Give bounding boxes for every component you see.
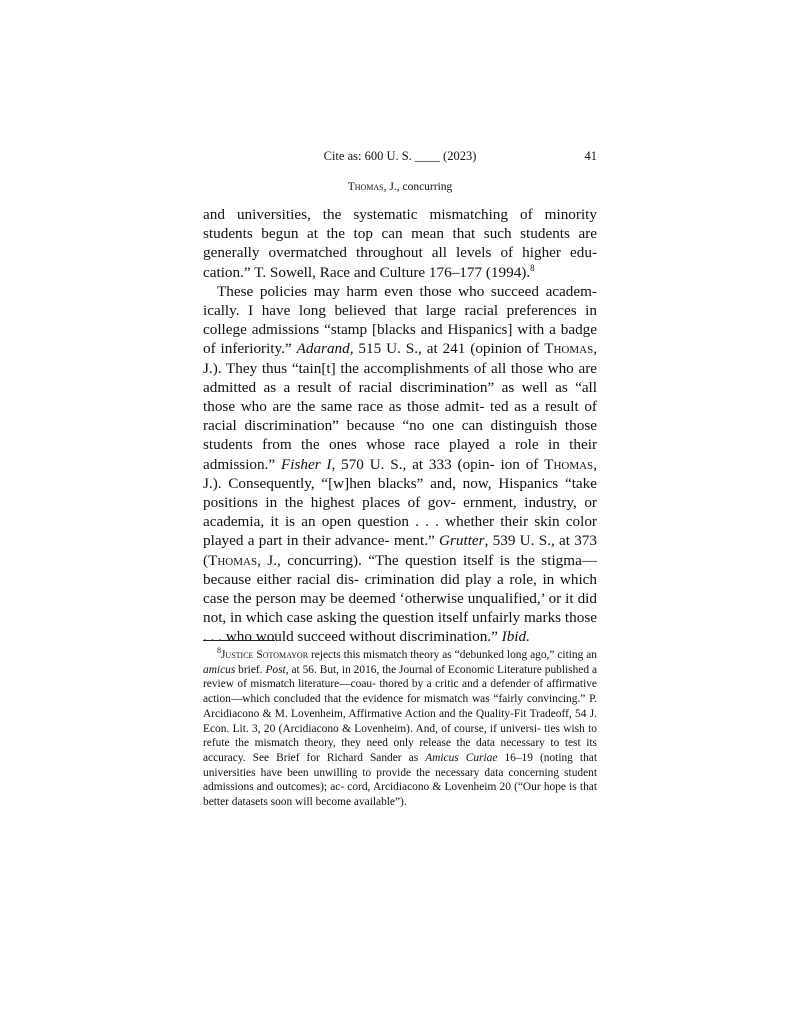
p2-text-4: , 570 U. S., at 333 (opin- ion of (331, 455, 545, 473)
justice-name: Thomas (544, 455, 594, 473)
p2-text-6: , 539 U. S., at 373 ( (203, 532, 597, 569)
case-name-fisher: Fisher I (280, 455, 332, 473)
post-citation: Post (265, 663, 286, 676)
footnote-8-text (203, 648, 597, 810)
opinion-body (203, 205, 597, 647)
p2-text-1: These policies may harm even those who succeed academ- ically. I have long believed that large racial preferences in college admissions “stamp [blacks and Hispanics] with a badge of inferiority.” (203, 282, 597, 358)
case-name-adarand: Adarand (296, 340, 350, 358)
footnote-separator (203, 640, 275, 641)
paragraph-1-text: and universities, the systematic mismatching of minority students begun at the top can mean that such students are generally overmatched throughout all levels of higher edu- cation.” T. Sowell, Race and Culture 176–177 (1994). (203, 206, 597, 281)
paragraph-2 (203, 282, 597, 647)
footnote-8 (203, 648, 597, 810)
opinion-author-line (203, 180, 597, 194)
running-header (203, 148, 597, 164)
paragraph-1 (203, 205, 597, 282)
fn-text-1: rejects this mismatch theory as “debunked long ago,” citing an (308, 649, 597, 661)
justice-name: Justice Sotomayor (221, 649, 309, 661)
fn-text-3: , at 56. But, in 2016, the Journal of Economic Literature published a review of mismatch literature—coau- thored by a critic and a defender of affirmative action—which concluded that the evidence for mismatch was “fairly convincing.” P. Arcidiacono & M. Lovenheim, Affirmative Action and the Quality-Fit Tradeoff, 54 J. Econ. Lit. 3, 20 (Arcidiacono & Lovenheim). And, of course, if universi- ties wish to refute the mismatch theory, they need only release the data necessary to test its accuracy. See Brief for Richard Sander as (203, 663, 597, 764)
amicus-curiae-term: Amicus Curiae (425, 751, 498, 764)
author-role: , J., concurring (383, 181, 453, 193)
footnote-reference-8[interactable]: 8 (530, 262, 535, 273)
amicus-term: amicus (203, 663, 236, 676)
fn-text-4: 16–19 (noting that universities have been unwilling to provide the necessary data concerning student admissions and outcomes); ac- cord, Arcidiacono & Lovenheim 20 (“Our hope is that better datasets soon will become available”). (203, 751, 597, 809)
p2-text-7: , J., concurring). “The question itself is the stigma—because either racial dis- crimination did play a role, in which case the person may be deemed ‘otherwise unqualified,’ or it did not, in which case asking the question itself unfairly marks those . . . who would succeed without discrimination.” (203, 551, 597, 646)
fn-text-2: brief. (235, 663, 266, 676)
citation-line: Cite as: 600 U. S. ____ (2023) (323, 149, 477, 163)
justice-name: Thomas (544, 340, 594, 358)
case-name-grutter: Grutter (439, 532, 485, 550)
p2-text-2: , 515 U. S., at 241 (opinion of (349, 340, 545, 358)
p2-text-3: , J.). They thus “tain[t] the accomplishments of all those who are admitted as a result of racial discrimination” as well as “all those who are the same race as those admit- ted as a result of racial discrimination” because “no one can distinguish those students from the ones whose race played a role in their admission.” (203, 340, 597, 473)
page-number: 41 (584, 149, 597, 163)
p2-text-5: , J.). Consequently, “[w]hen blacks” and, now, Hispanics “take positions in the highest places of gov- ernment, industry, or academia, it is an open question . . . whether their skin color played a part in their advance- ment.” (203, 455, 597, 550)
ibid-citation: Ibid. (501, 628, 530, 646)
author-name: Thomas (347, 181, 384, 193)
justice-name: Thomas (208, 551, 258, 569)
footnote-number: 8 (217, 646, 221, 656)
